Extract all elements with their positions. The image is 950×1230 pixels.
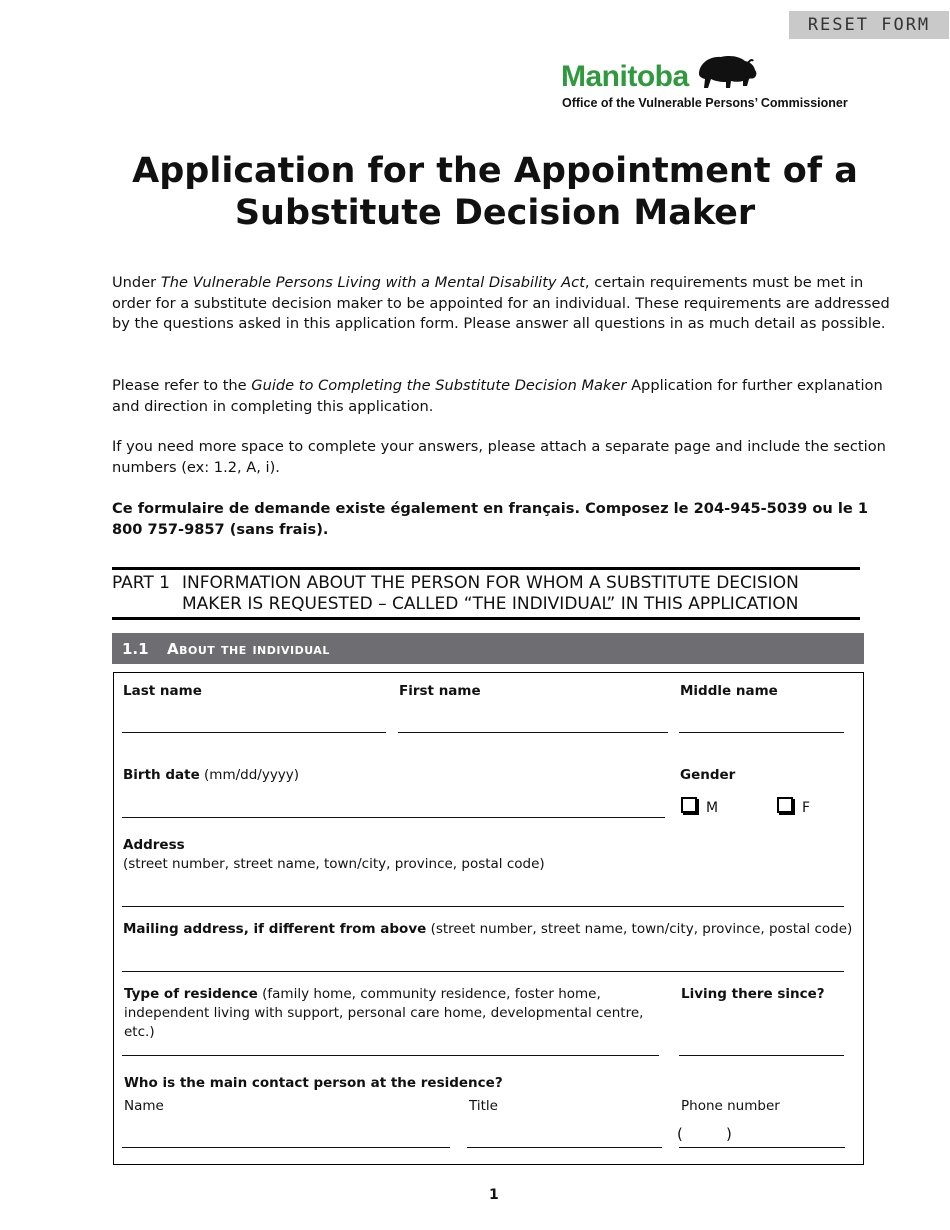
bison-icon bbox=[695, 52, 759, 94]
intro-paragraph-2: Please refer to the Guide to Completing the Substitute Decision Maker Application for further explanation and direction in completing this application. bbox=[112, 377, 883, 415]
birth-date-input[interactable] bbox=[122, 797, 665, 817]
birth-date-label: Birth date (mm/dd/yyyy) bbox=[123, 767, 300, 783]
contact-title-line bbox=[467, 1147, 662, 1148]
contact-question: Who is the main contact person at the residence? bbox=[124, 1075, 503, 1091]
section-title: About the individual bbox=[167, 640, 330, 658]
middle-name-label: Middle name bbox=[680, 683, 778, 699]
office-name: Office of the Vulnerable Persons’ Commissioner bbox=[562, 96, 848, 110]
address-input[interactable] bbox=[122, 886, 844, 906]
page-number: 1 bbox=[489, 1187, 499, 1203]
french-notice: Ce formulaire de demande existe également en français. Composez le 204-945-5039 ou le 1 800 757-9857 (sans frais). bbox=[112, 500, 869, 538]
first-name-input[interactable] bbox=[398, 712, 668, 732]
section-number: 1.1 bbox=[122, 640, 149, 658]
gender-label: Gender bbox=[680, 767, 736, 783]
reset-form-button[interactable]: RESET FORM bbox=[789, 11, 949, 39]
contact-phone-line bbox=[679, 1147, 845, 1148]
last-name-input[interactable] bbox=[122, 712, 386, 732]
area-code-close-paren: ) bbox=[726, 1125, 732, 1143]
contact-title-input[interactable] bbox=[467, 1127, 662, 1147]
area-code-input[interactable] bbox=[688, 1127, 724, 1147]
first-name-line bbox=[398, 732, 668, 733]
middle-name-line bbox=[679, 732, 844, 733]
intro-paragraph-1: Under The Vulnerable Persons Living with a Mental Disability Act, certain requirements must be met in order for a substitute decision maker to be appointed for an individual. These requirements are addressed by the questions asked in this application form. Please answer all questions in as much detail as possible. bbox=[112, 274, 890, 332]
area-code-open-paren: ( bbox=[677, 1125, 683, 1143]
contact-name-input[interactable] bbox=[122, 1127, 450, 1147]
living-since-label: Living there since? bbox=[681, 986, 825, 1002]
page-title: Application for the Appointment of a Substitute Decision Maker bbox=[132, 151, 858, 233]
part-divider-bottom bbox=[112, 617, 860, 620]
mailing-address-label: Mailing address, if different from above (street number, street name, town/city, province, postal code) bbox=[123, 921, 853, 937]
address-hint: (street number, street name, town/city, province, postal code) bbox=[123, 856, 545, 872]
gender-f-label: F bbox=[802, 800, 811, 816]
residence-type-label: Type of residence (family home, community residence, foster home, independent living with support, personal care home, developmental centre, etc.) bbox=[124, 986, 644, 1040]
contact-phone-label: Phone number bbox=[681, 1098, 780, 1114]
residence-type-line bbox=[122, 1055, 659, 1056]
gender-m-checkbox[interactable] bbox=[681, 797, 697, 813]
part-divider-top bbox=[112, 567, 860, 570]
last-name-line bbox=[122, 732, 386, 733]
contact-title-label: Title bbox=[469, 1098, 498, 1114]
first-name-label: First name bbox=[399, 683, 481, 699]
birth-date-line bbox=[122, 817, 665, 818]
contact-name-label: Name bbox=[124, 1098, 164, 1114]
residence-type-input[interactable] bbox=[122, 1035, 659, 1055]
last-name-label: Last name bbox=[123, 683, 202, 699]
living-since-input[interactable] bbox=[679, 1035, 844, 1055]
gender-m-label: M bbox=[706, 800, 719, 816]
address-line bbox=[122, 906, 844, 907]
middle-name-input[interactable] bbox=[679, 712, 844, 732]
section-header bbox=[112, 633, 864, 664]
living-since-line bbox=[679, 1055, 844, 1056]
part-heading: INFORMATION ABOUT THE PERSON FOR WHOM A SUBSTITUTE DECISION MAKER IS REQUESTED – CALLED “THE INDIVIDUAL” IN THIS APPLICATION bbox=[182, 573, 799, 614]
address-label: Address bbox=[123, 837, 185, 853]
mailing-address-line bbox=[122, 971, 844, 972]
intro-paragraph-3: If you need more space to complete your answers, please attach a separate page and include the section numbers (ex: 1.2, A, i). bbox=[112, 438, 886, 476]
mailing-address-input[interactable] bbox=[122, 951, 844, 971]
phone-number-input[interactable] bbox=[738, 1127, 845, 1147]
contact-name-line bbox=[122, 1147, 450, 1148]
part-number: PART 1 bbox=[112, 573, 170, 593]
gender-f-checkbox[interactable] bbox=[777, 797, 793, 813]
manitoba-logo-text: Manitoba bbox=[561, 60, 689, 93]
